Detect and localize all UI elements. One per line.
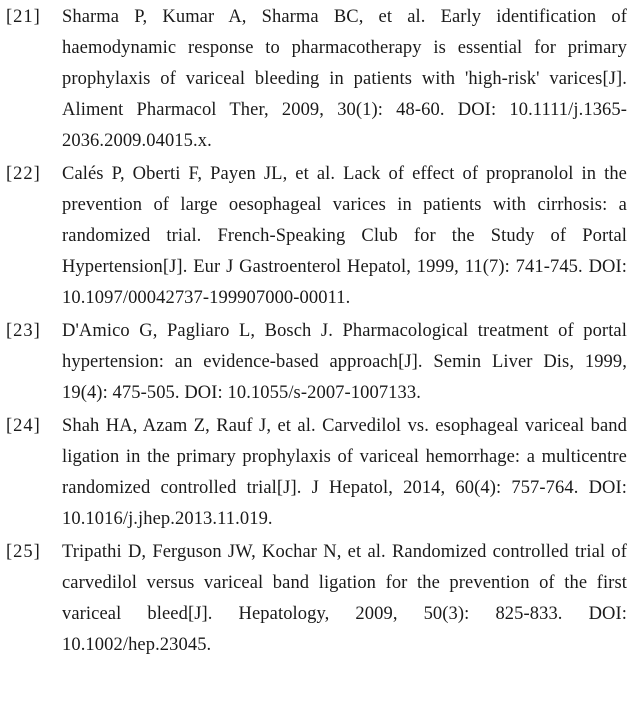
reference-number: [24] bbox=[6, 416, 41, 436]
reference-text: D'Amico G, Pagliaro L, Bosch J. Pharmacological treatment of portal hypertension: an evidence-based approach[J]. Semin Liver Dis, 1999, 19(4): 475-505. DOI: 10.1055/s-2007-1007133. bbox=[62, 321, 627, 403]
reference-item-25 bbox=[6, 537, 627, 661]
reference-item-23 bbox=[6, 316, 627, 409]
reference-item-21 bbox=[6, 2, 627, 157]
reference-item-24 bbox=[6, 411, 627, 535]
reference-number: [23] bbox=[6, 321, 41, 341]
reference-list bbox=[6, 2, 627, 661]
reference-number: [25] bbox=[6, 542, 41, 562]
reference-text: Sharma P, Kumar A, Sharma BC, et al. Early identification of haemodynamic response to pharmacotherapy is essential for primary prophylaxis of variceal bleeding in patients with 'high-risk' varices[J]. Aliment Pharmacol Ther, 2009, 30(1): 48-60. DOI: 10.1111/j.1365-2036.2009.04015.x. bbox=[62, 7, 627, 151]
reference-number: [21] bbox=[6, 7, 41, 27]
reference-item-22 bbox=[6, 159, 627, 314]
reference-text: Calés P, Oberti F, Payen JL, et al. Lack of effect of propranolol in the prevention of large oesophageal varices in patients with cirrhosis: a randomized trial. French-Speaking Club for the Study of Portal Hypertension[J]. Eur J Gastroenterol Hepatol, 1999, 11(7): 741-745. DOI: 10.1097/00042737-199907000-00011. bbox=[62, 164, 627, 308]
reference-text: Shah HA, Azam Z, Rauf J, et al. Carvedilol vs. esophageal variceal band ligation in the primary prophylaxis of variceal hemorrhage: a multicentre randomized controlled trial[J]. J Hepatol, 2014, 60(4): 757-764. DOI: 10.1016/j.jhep.2013.11.019. bbox=[62, 416, 627, 529]
reference-number: [22] bbox=[6, 164, 41, 184]
reference-text: Tripathi D, Ferguson JW, Kochar N, et al. Randomized controlled trial of carvedilol versus variceal band ligation for the prevention of the first variceal bleed[J]. Hepatology, 2009, 50(3): 825-833. DOI: 10.1002/hep.23045. bbox=[62, 542, 627, 655]
